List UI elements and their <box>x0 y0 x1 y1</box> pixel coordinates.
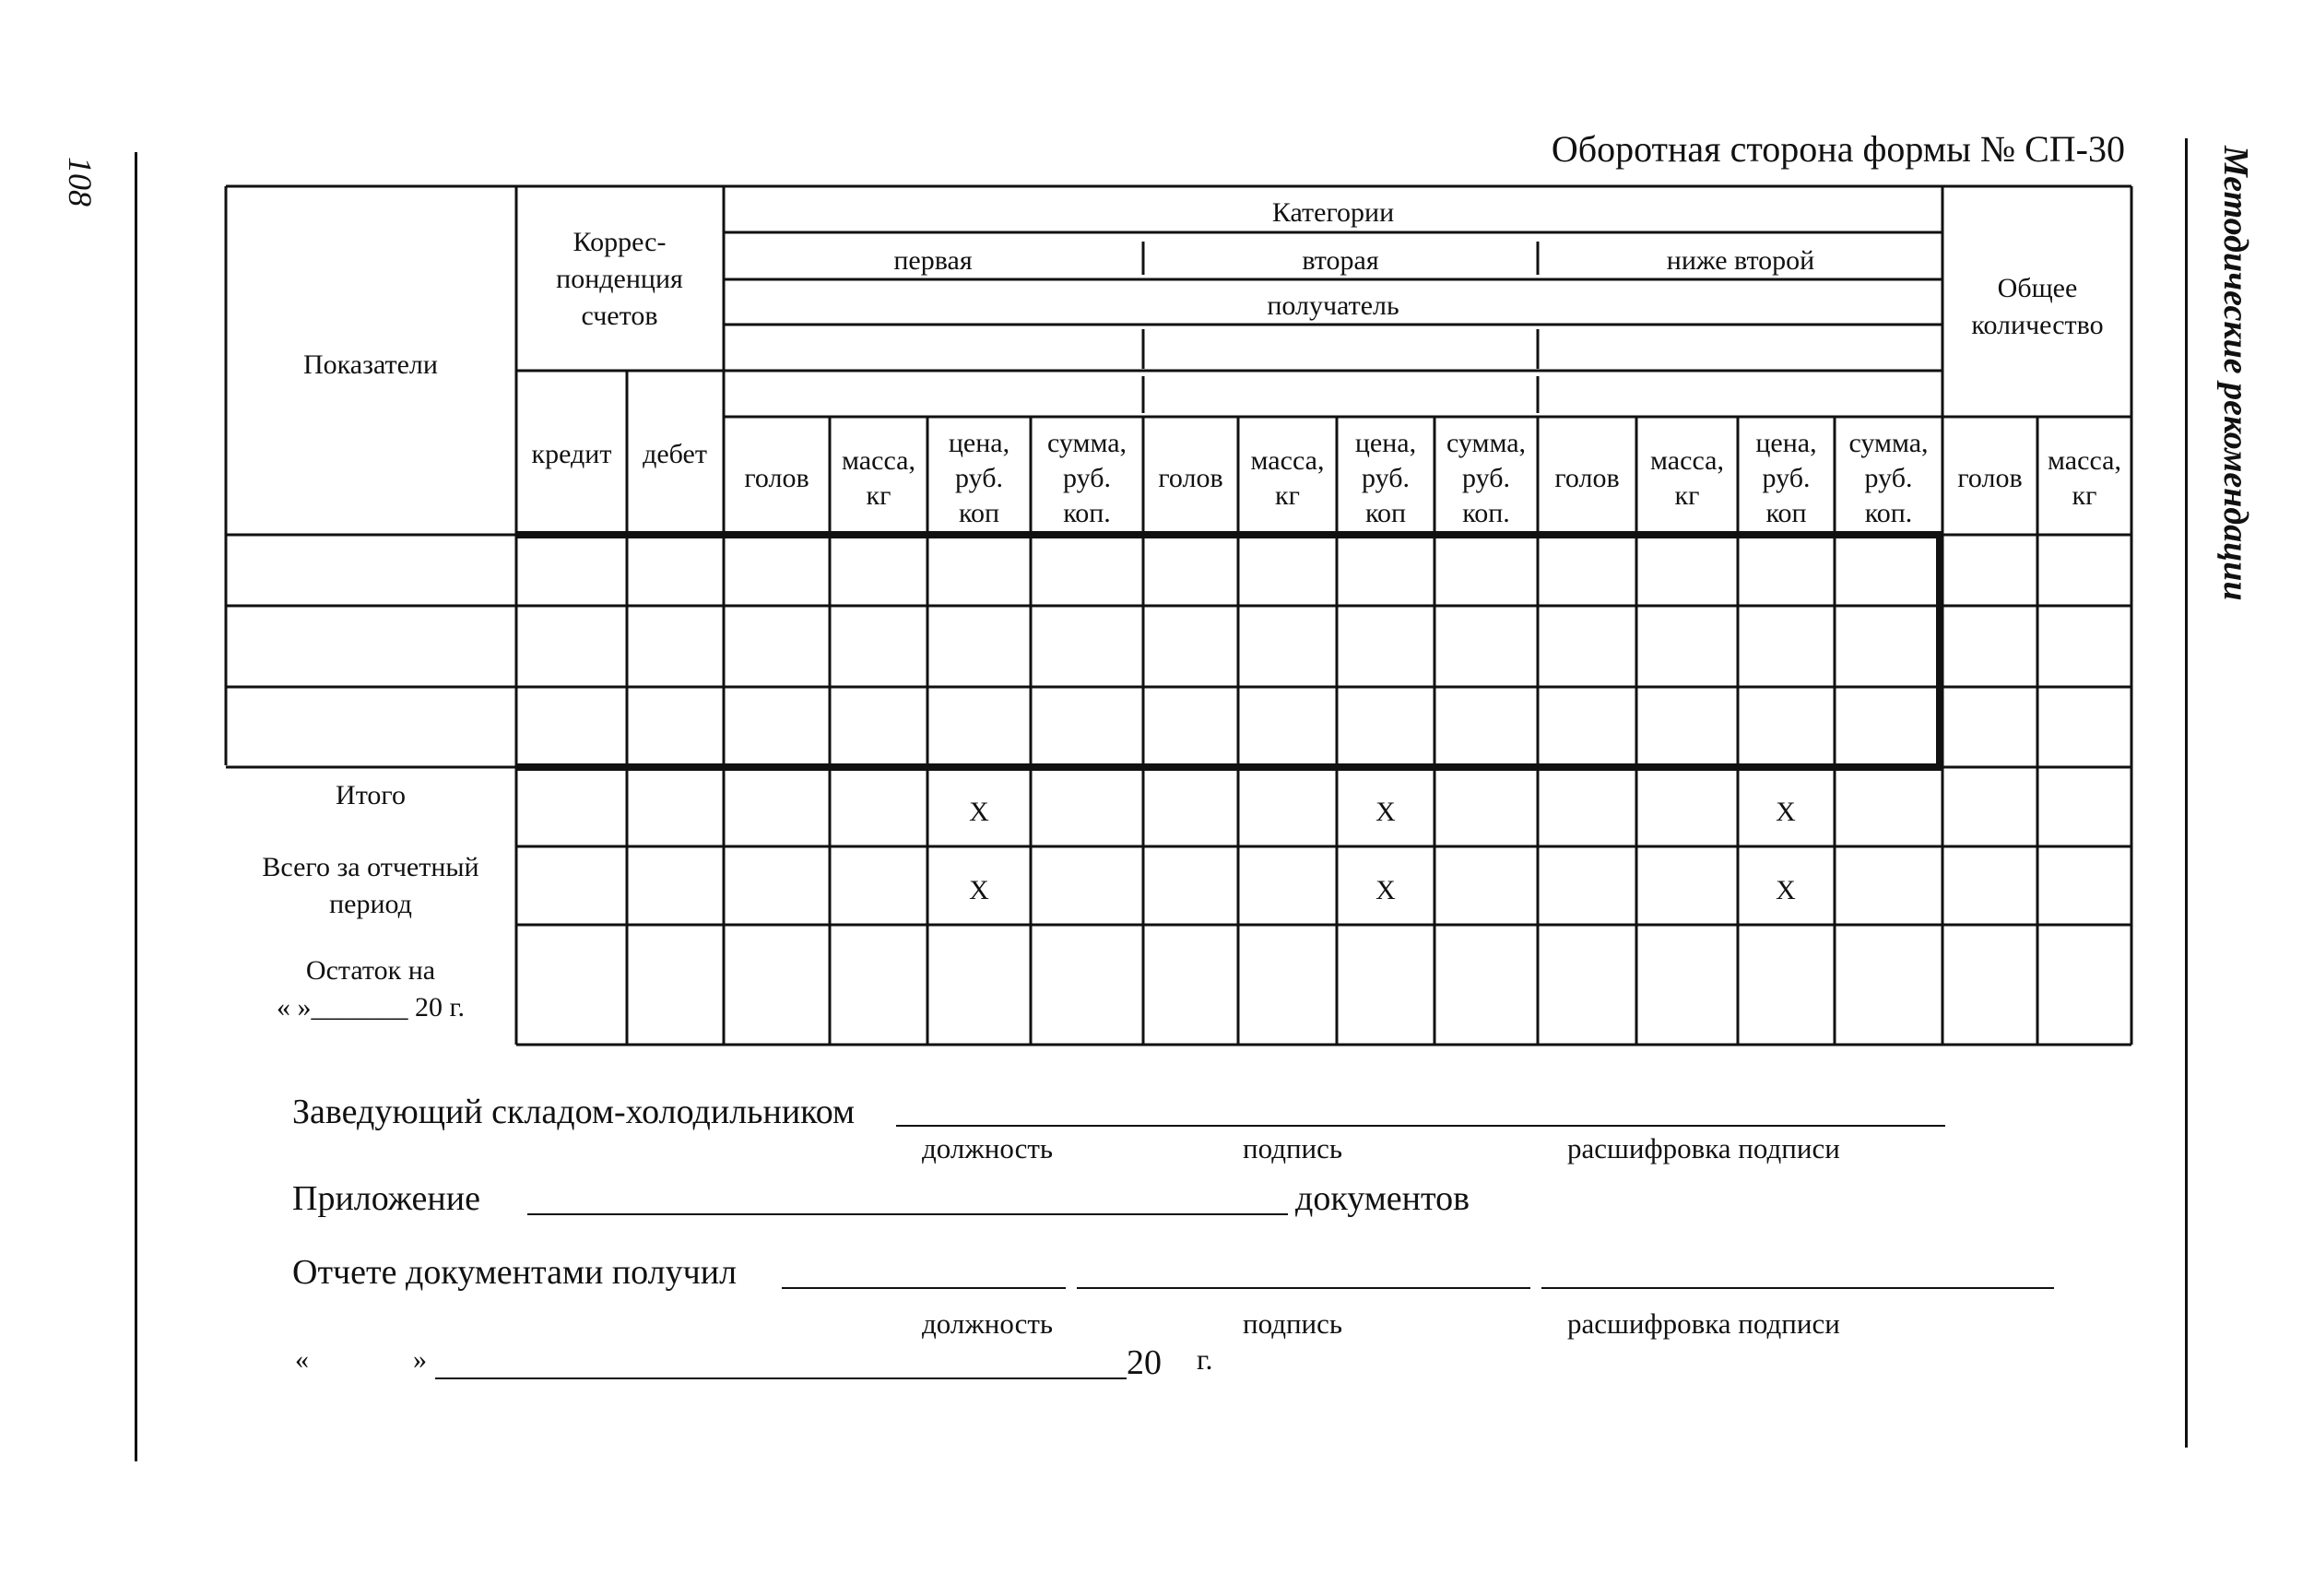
category-first: первая <box>893 245 973 276</box>
correspondence-header-1: Коррес- <box>573 227 667 257</box>
total-quantity-header-1: Общее <box>1997 273 2078 303</box>
subhead-sum-1: коп. <box>1063 498 1111 528</box>
date-year-suffix: г. <box>1197 1342 1213 1376</box>
subhead-head-2: голов <box>1158 463 1223 493</box>
date-right-quote: » <box>413 1344 427 1375</box>
manager-label: Заведующий складом-холодильником <box>292 1093 856 1131</box>
subhead-price-2: цена, <box>1354 428 1417 458</box>
subhead-sum-1: руб. <box>1063 463 1111 493</box>
page-number: 108 <box>62 157 99 207</box>
subcolumn-headers <box>744 428 2121 528</box>
documents-word: документов <box>1295 1179 1470 1218</box>
subhead-mass-3: масса, <box>1650 445 1724 476</box>
subhead-sum-3: коп. <box>1864 498 1913 528</box>
x-mark: Х <box>1776 875 1796 905</box>
total-quantity-header-2: количество <box>1971 310 2104 340</box>
total-head-mass: кг <box>2072 480 2097 511</box>
received-label: Отчете документами получил <box>292 1253 738 1292</box>
subhead-price-1: цена, <box>948 428 1010 458</box>
row-vsego-2: период <box>329 889 412 919</box>
subhead-sum-2: сумма, <box>1446 428 1527 458</box>
date-line[interactable] <box>435 1377 1127 1379</box>
subhead-head-3: голов <box>1554 463 1620 493</box>
x-mark: Х <box>1375 875 1396 905</box>
total-head-count: голов <box>1957 463 2023 493</box>
received-position-line[interactable] <box>782 1287 1066 1289</box>
correspondence-header-2: понденция <box>556 264 683 294</box>
credit-header: кредит <box>531 439 612 469</box>
x-mark: Х <box>969 875 989 905</box>
side-title: Методические рекомендации <box>2216 146 2255 601</box>
subhead-sum-3: сумма, <box>1848 428 1929 458</box>
x-mark: Х <box>1776 797 1796 827</box>
attachment-count-line[interactable] <box>527 1213 1288 1215</box>
received-signature-line[interactable] <box>1077 1287 1530 1289</box>
subhead-price-1: коп <box>958 498 1000 528</box>
subhead-sum-3: руб. <box>1864 463 1913 493</box>
subhead-sum-2: коп. <box>1462 498 1510 528</box>
subhead-sum-1: сумма, <box>1046 428 1127 458</box>
total-head-mass: масса, <box>2048 445 2121 476</box>
subhead-price-3: коп <box>1765 498 1807 528</box>
subhead-head-1: голов <box>744 463 809 493</box>
subhead-mass-2: кг <box>1275 480 1300 511</box>
x-mark: Х <box>969 797 989 827</box>
attachment-label: Приложение <box>292 1179 480 1218</box>
caption-position-2: должность <box>922 1307 1054 1340</box>
caption-signature: подпись <box>1243 1132 1343 1164</box>
subhead-mass-1: кг <box>866 480 891 511</box>
caption-signature-2: подпись <box>1243 1307 1343 1340</box>
recipient-header: получатель <box>1267 290 1399 321</box>
correspondence-header-3: счетов <box>581 301 658 331</box>
subhead-price-2: руб. <box>1362 463 1410 493</box>
categories-header: Категории <box>1271 197 1395 228</box>
row-ostatok-2: « »_______ 20 г. <box>277 992 465 1023</box>
manager-signature-line[interactable] <box>896 1125 1945 1127</box>
debit-header: дебет <box>643 439 707 469</box>
indicators-header: Показатели <box>303 349 438 380</box>
x-mark: Х <box>1375 797 1396 827</box>
caption-decoding-2: расшифровка подписи <box>1567 1307 1840 1340</box>
subhead-price-2: коп <box>1364 498 1407 528</box>
subhead-mass-2: масса, <box>1250 445 1325 476</box>
category-second: вторая <box>1302 245 1379 276</box>
caption-decoding: расшифровка подписи <box>1567 1132 1840 1164</box>
caption-position: должность <box>922 1132 1054 1164</box>
form-title: Оборотная сторона формы № СП-30 <box>1551 128 2125 170</box>
row-vsego-1: Всего за отчетный <box>262 852 479 882</box>
subhead-sum-2: руб. <box>1462 463 1510 493</box>
subhead-price-3: руб. <box>1762 463 1811 493</box>
subhead-price-3: цена, <box>1755 428 1817 458</box>
date-year-prefix: 20 <box>1127 1343 1162 1382</box>
category-below-second: ниже второй <box>1666 245 1815 276</box>
date-left-quote: « <box>295 1344 309 1375</box>
row-ostatok-1: Остаток на <box>305 955 436 986</box>
subhead-mass-1: масса, <box>842 445 915 476</box>
received-decoding-line[interactable] <box>1541 1287 2054 1289</box>
subhead-price-1: руб. <box>955 463 1003 493</box>
subhead-mass-3: кг <box>1674 480 1700 511</box>
row-itogo: Итого <box>336 780 406 810</box>
